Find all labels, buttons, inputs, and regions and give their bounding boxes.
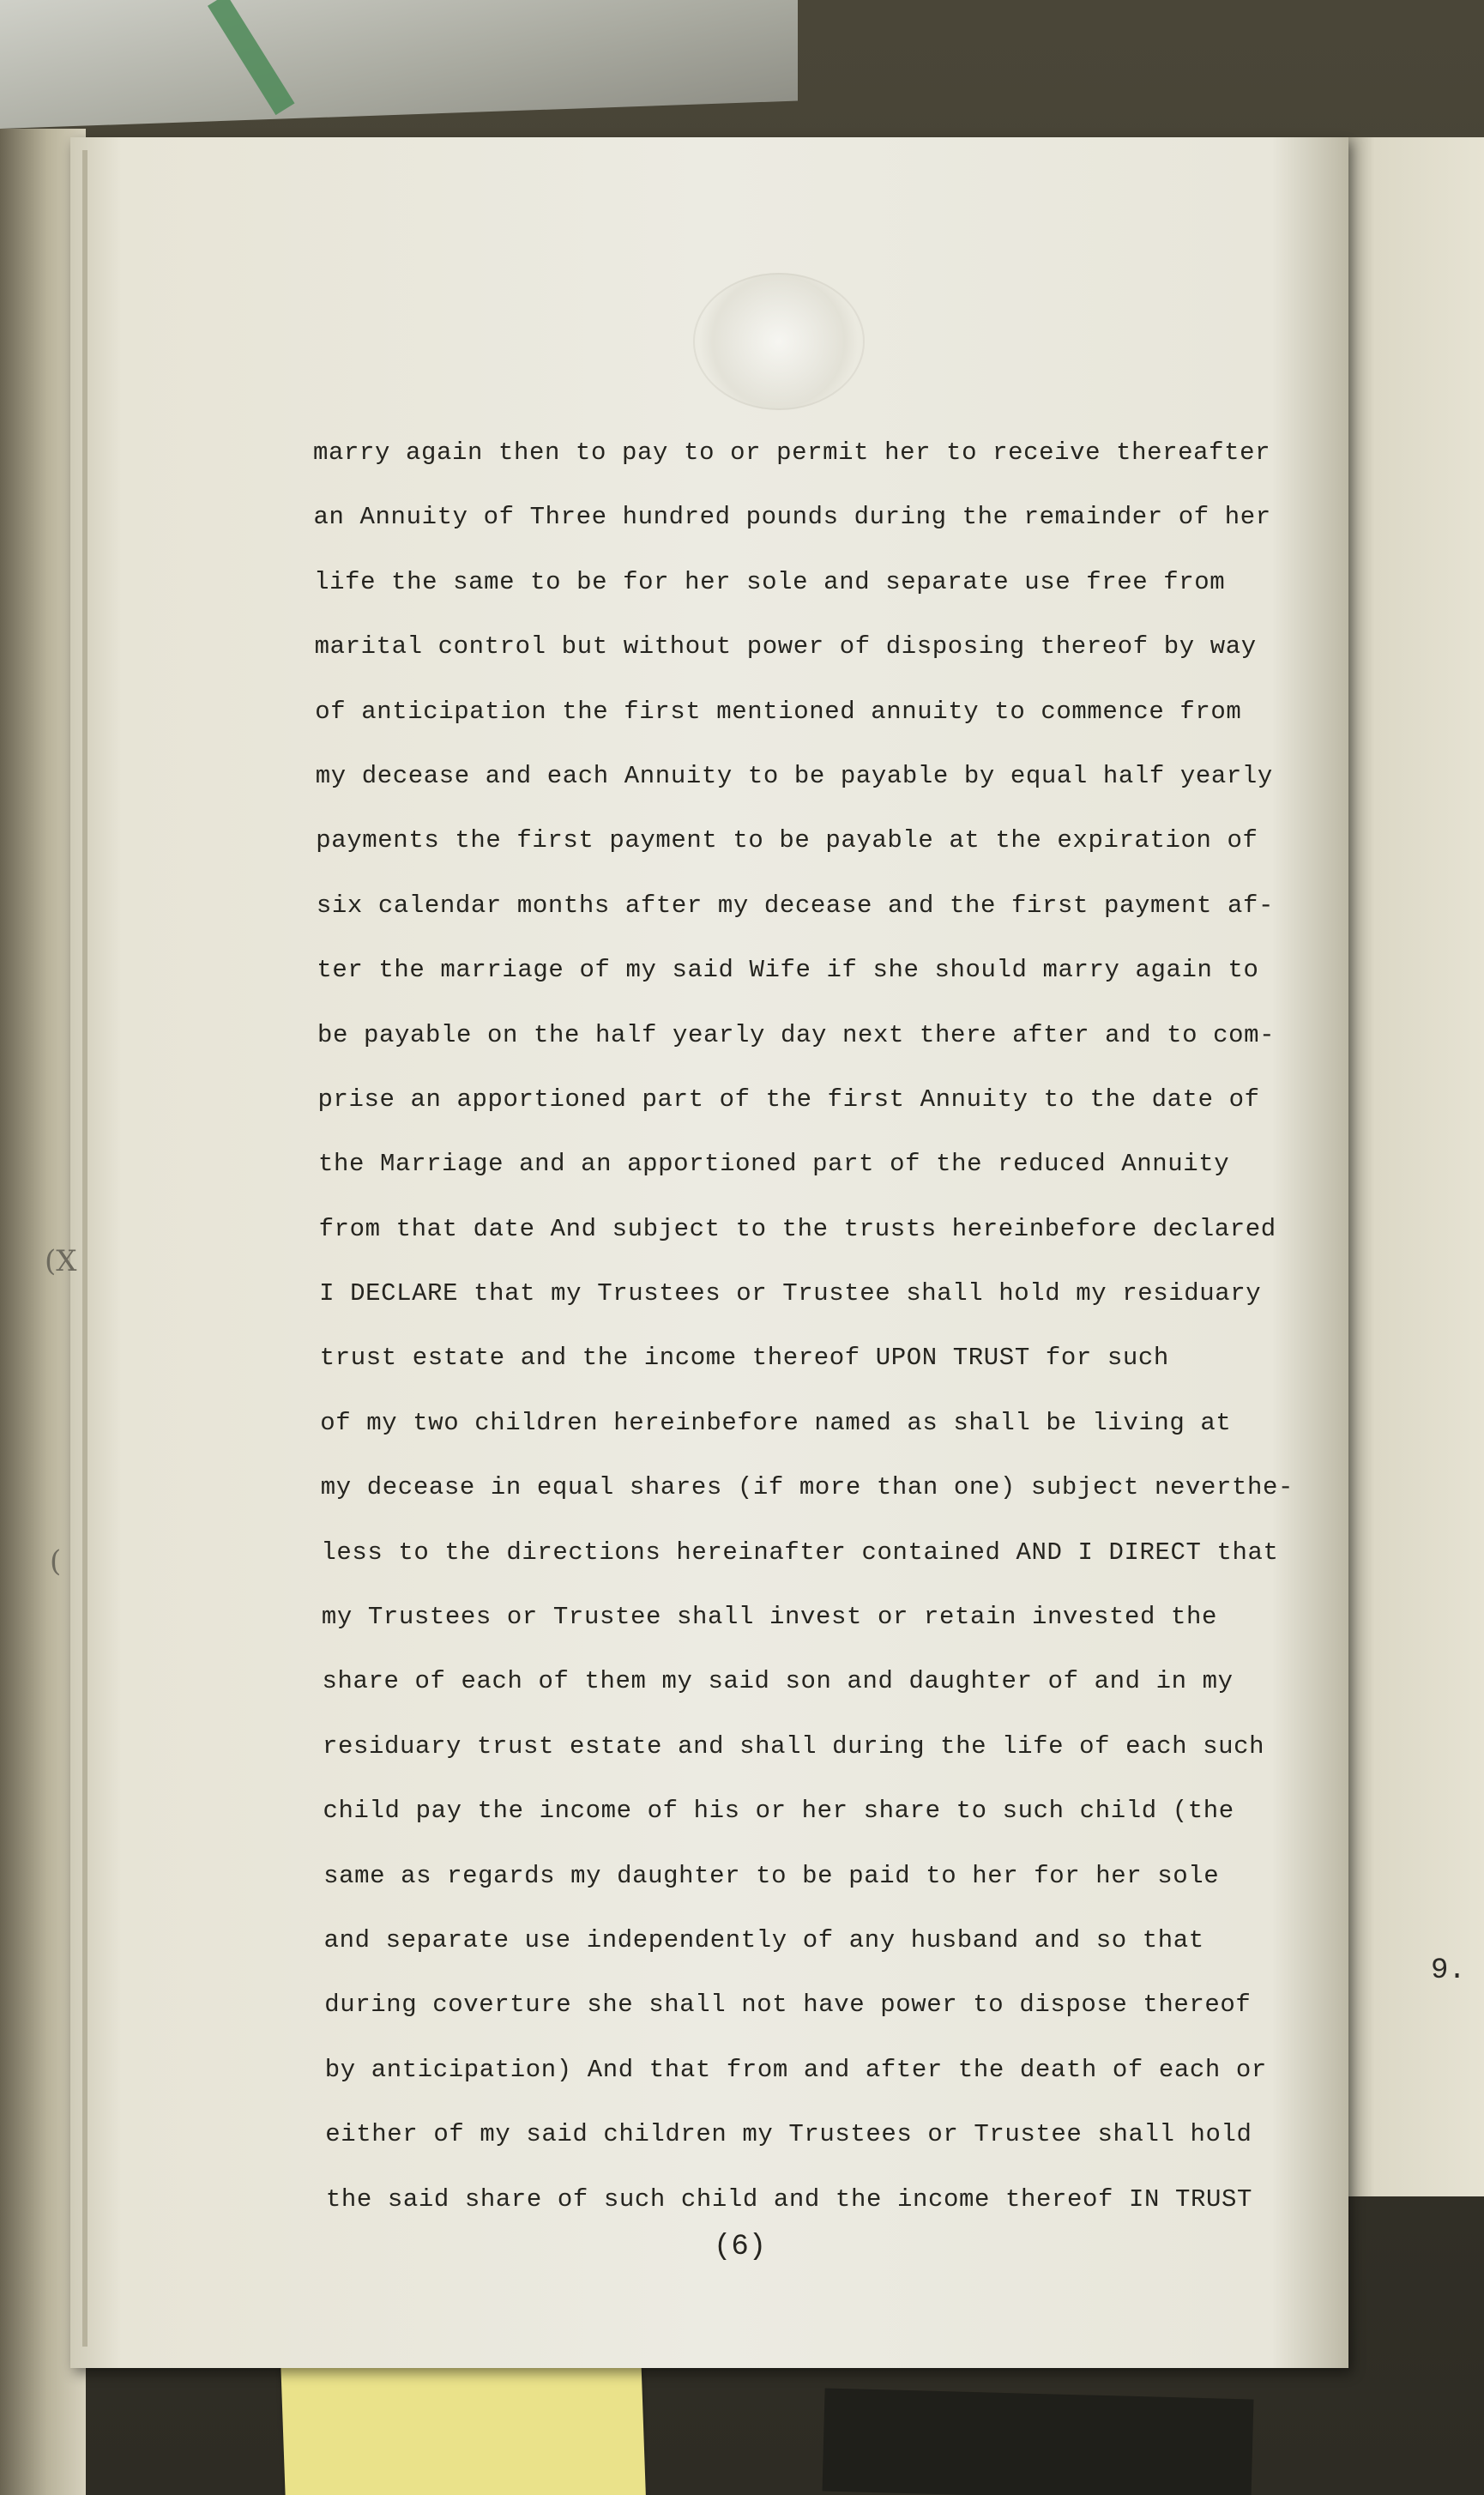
adjacent-page-number: 9.	[1431, 1954, 1466, 1987]
text-line: payments the first payment to be payable at the expiration of	[316, 826, 1258, 855]
text-line: I DECLARE that my Trustees or Trustee shall hold my residuary	[319, 1279, 1262, 1308]
page-fold-edge	[82, 150, 87, 2347]
text-line: life the same to be for her sole and separate use free from	[314, 567, 1226, 596]
text-line: less to the directions hereinafter contained AND I DIRECT that	[321, 1537, 1279, 1567]
text-line: ter the marriage of my said Wife if she should marry again to	[317, 956, 1259, 985]
wrapping-paper	[0, 0, 798, 129]
text-line: share of each of them my said son and daughter of and in my	[322, 1667, 1234, 1696]
embossed-seal	[693, 273, 865, 410]
margin-mark: (X	[45, 1244, 77, 1278]
text-line: trust estate and the income thereof UPON TRUST for such	[319, 1344, 1169, 1373]
binding-strip	[823, 2388, 1254, 2495]
text-line: the Marriage and an apportioned part of the reduced Annuity	[318, 1150, 1230, 1179]
text-line: six calendar months after my decease and the first payment af-	[316, 891, 1275, 920]
text-line: residuary trust estate and shall during the life of each such	[323, 1731, 1265, 1761]
text-line: from that date And subject to the trusts hereinbefore declared	[318, 1214, 1276, 1243]
text-line: the said share of such child and the income thereof IN TRUST	[325, 2184, 1253, 2214]
text-line: my Trustees or Trustee shall invest or retain invested the	[321, 1603, 1218, 1632]
adjacent-page	[1338, 137, 1484, 2196]
text-line: my decease and each Annuity to be payable by equal half yearly	[315, 761, 1273, 790]
margin-mark: (	[50, 1544, 62, 1579]
text-line: of my two children hereinbefore named as shall be living at	[320, 1408, 1232, 1437]
text-line: by anticipation) And that from and after the death of each or	[324, 2055, 1267, 2084]
text-line: child pay the income of his or her share to such child (the	[323, 1797, 1234, 1826]
text-line: be payable on the half yearly day next there after and to com-	[317, 1020, 1276, 1049]
body-text	[313, 420, 1351, 2232]
text-line: of anticipation the first mentioned annuity to commence from	[315, 697, 1242, 726]
text-line: marital control but without power of disposing thereof by way	[314, 632, 1257, 662]
text-line: either of my said children my Trustees or Trustee shall hold	[325, 2120, 1252, 2149]
text-line: same as regards my daughter to be paid to her for her sole	[323, 1861, 1220, 1890]
text-line: prise an apportioned part of the first Annuity to the date of	[317, 1084, 1260, 1114]
text-line: an Annuity of Three hundred pounds during the remainder of her	[313, 503, 1271, 532]
text-line: during coverture she shall not have power to dispose thereof	[324, 1991, 1252, 2020]
text-line: and separate use independently of any husband and so that	[323, 1925, 1204, 1954]
text-line: marry again then to pay to or permit her to receive thereafter	[313, 438, 1271, 467]
text-line: my decease in equal shares (if more than one) subject neverthe-	[320, 1473, 1294, 1502]
page-number: (6)	[714, 2231, 767, 2263]
